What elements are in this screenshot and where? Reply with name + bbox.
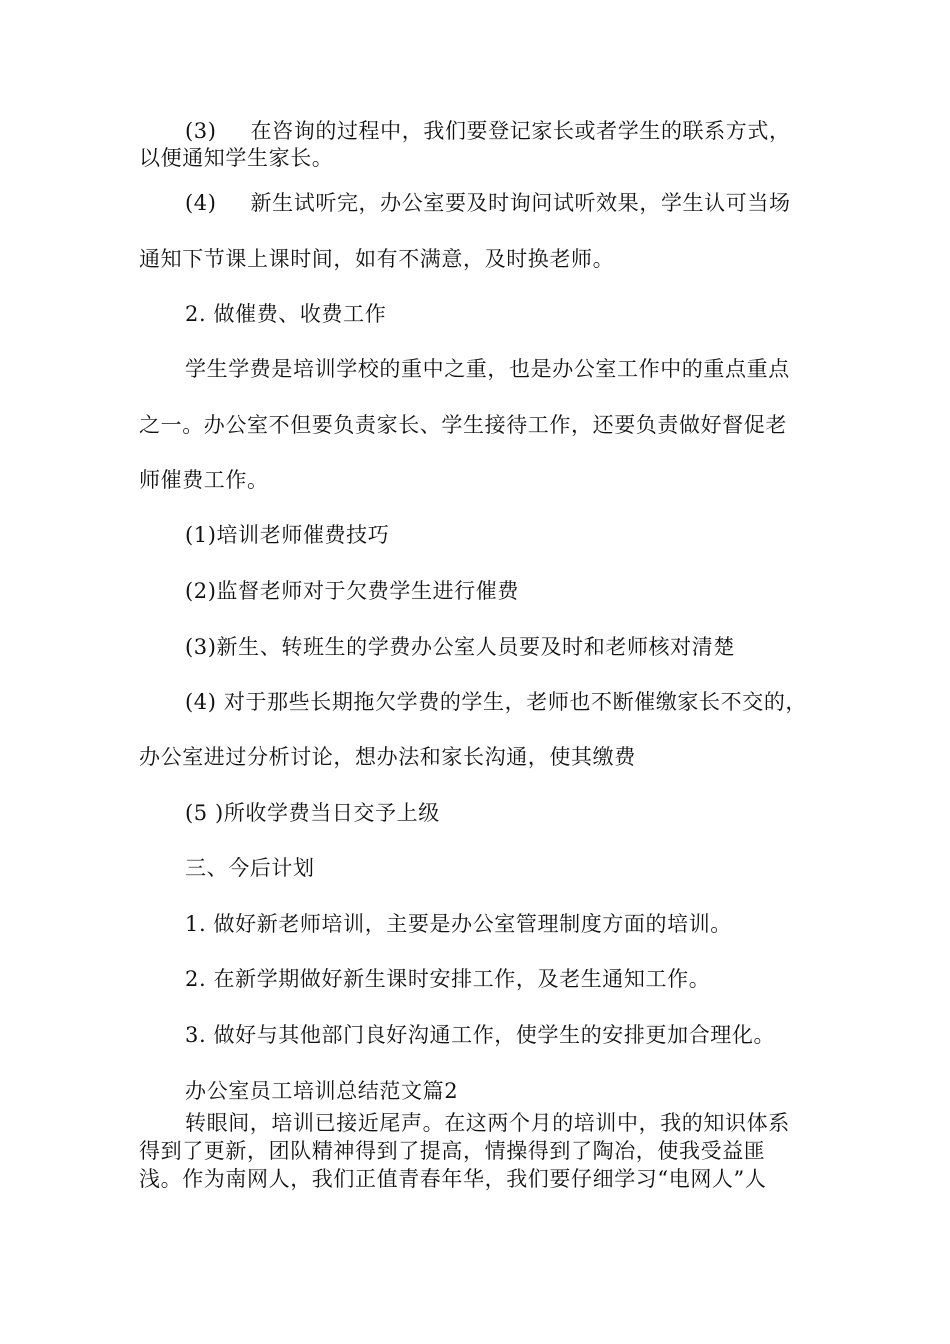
- list-item-4-line-1: (4) 对于那些长期拖欠学费的学生，老师也不断催缴家长不交的，: [185, 690, 808, 714]
- plan-item-3: 3. 做好与其他部门良好沟通工作，使学生的安排更加合理化。: [185, 1023, 776, 1047]
- article-title: 办公室员工培训总结范文篇2: [185, 1079, 459, 1103]
- paragraph-text: 新生试听完，办公室要及时询问试听效果，学生认可当场: [250, 191, 791, 215]
- section-heading-3: 三、今后计划: [185, 856, 315, 880]
- list-item-3: (3)新生、转班生的学费办公室人员要及时和老师核对清楚: [185, 635, 735, 659]
- closing-paragraph-line-3: 浅。作为南网人，我们正值青春年华，我们要仔细学习“电网人”人: [139, 1167, 767, 1191]
- fee-paragraph-line-2: 之一。办公室不但要负责家长、学生接待工作，还要负责做好督促老: [139, 413, 787, 437]
- list-item-2: (2)监督老师对于欠费学生进行催费: [185, 579, 519, 603]
- closing-paragraph-line-2: 得到了更新，团队精神得到了提高，情操得到了陶冶，使我受益匪: [139, 1139, 766, 1163]
- item-number: (4): [185, 191, 217, 215]
- section-heading-2: 2. 做催费、收费工作: [185, 302, 387, 326]
- fee-paragraph-line-1: 学生学费是培训学校的重中之重，也是办公室工作中的重点重点: [185, 357, 790, 381]
- item-number: (3): [185, 119, 217, 143]
- paragraph-text: 在咨询的过程中，我们要登记家长或者学生的联系方式，: [250, 119, 791, 143]
- list-item-5: (5 )所收学费当日交予上级: [185, 801, 440, 825]
- paragraph-3-line-2: 以便通知学生家长。: [139, 146, 334, 170]
- list-item-1: (1)培训老师催费技巧: [185, 523, 390, 547]
- plan-item-1: 1. 做好新老师培训，主要是办公室管理制度方面的培训。: [185, 912, 732, 936]
- fee-paragraph-line-3: 师催费工作。: [139, 468, 269, 492]
- paragraph-4-line-2: 通知下节课上课时间，如有不满意，及时换老师。: [139, 247, 615, 271]
- closing-paragraph-line-1: 转眼间，培训已接近尾声。在这两个月的培训中，我的知识体系: [185, 1111, 790, 1135]
- paragraph-4-line-1: [185, 190, 885, 216]
- paragraph-3-line-1: [185, 118, 885, 144]
- list-item-4-line-2: 办公室进过分析讨论，想办法和家长沟通，使其缴费: [139, 745, 636, 769]
- plan-item-2: 2. 在新学期做好新生课时安排工作，及老生通知工作。: [185, 967, 711, 991]
